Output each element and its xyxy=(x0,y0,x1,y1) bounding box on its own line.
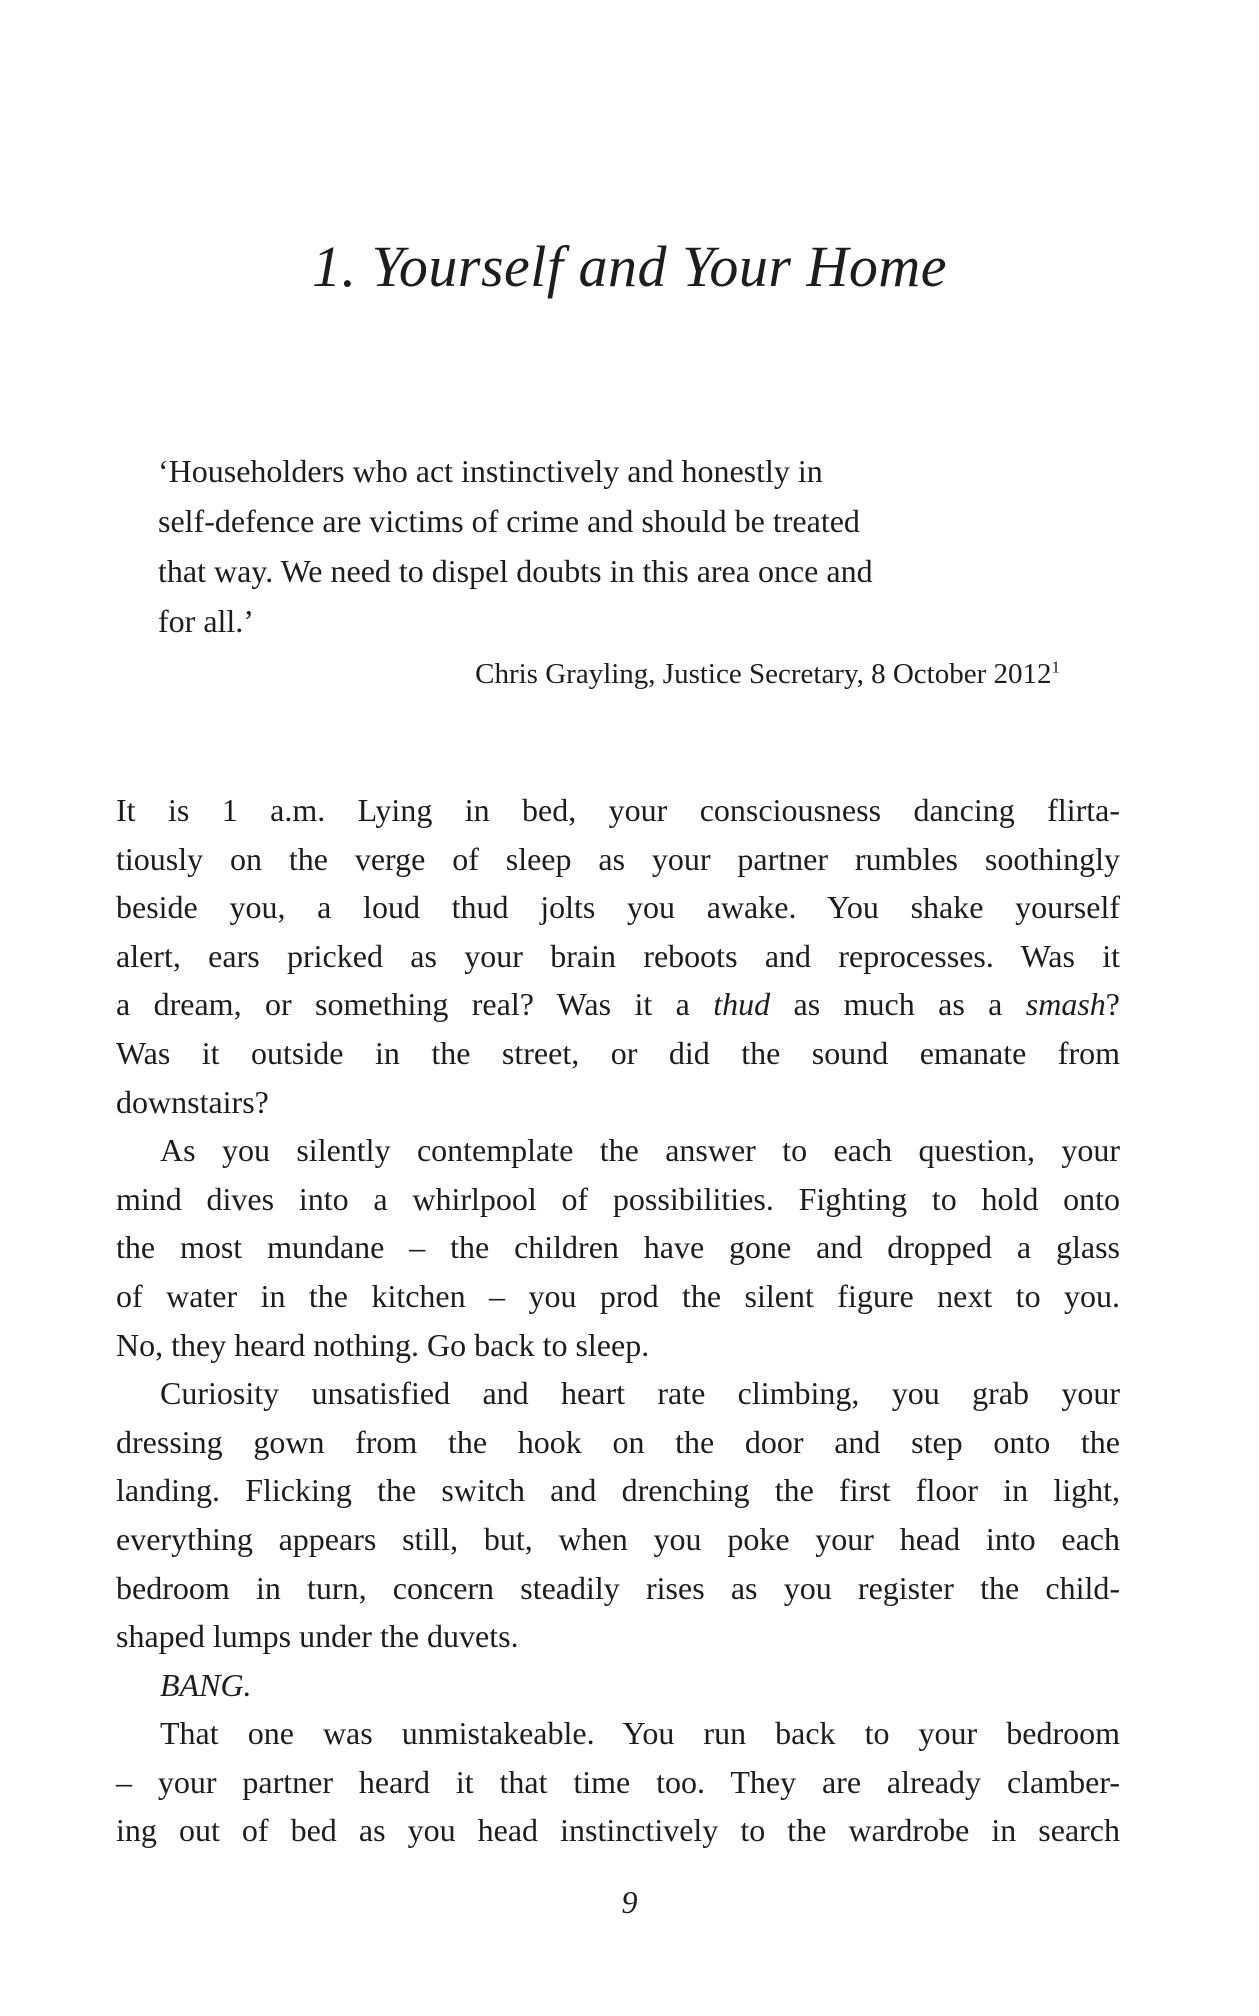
text-line: ing out of bed as you head instinctively to the wardrobe in search xyxy=(116,1812,1120,1849)
text-span: ? xyxy=(1105,986,1120,1023)
emphasis-smash: smash xyxy=(1025,986,1106,1023)
text-line: – your partner heard it that time too. They are already clamber- xyxy=(116,1763,1120,1800)
attribution-text: Chris Grayling, Justice Secretary, 8 October 2012 xyxy=(475,658,1052,690)
text-line: downstairs? xyxy=(116,1083,269,1120)
text-line: mind dives into a whirlpool of possibilities. Fighting to hold onto xyxy=(116,1180,1120,1217)
epigraph-attribution xyxy=(0,652,1060,696)
epigraph-line: for all.’ xyxy=(158,603,254,639)
text-line: It is 1 a.m. Lying in bed, your consciousness dancing flirta- xyxy=(116,792,1120,828)
text-line: of water in the kitchen – you prod the silent figure next to you. xyxy=(116,1277,1120,1314)
text-line: everything appears still, but, when you poke your head into each xyxy=(116,1520,1120,1557)
chapter-title: 1. Yourself and Your Home xyxy=(311,234,948,299)
text-span: a dream, or something real? Was it a xyxy=(116,986,690,1023)
text-line: landing. Flicking the switch and drenching the first floor in light, xyxy=(116,1472,1120,1509)
emphasis-thud: thud xyxy=(713,986,771,1023)
text-line: bedroom in turn, concern steadily rises as you register the child- xyxy=(116,1569,1120,1606)
text-span: as much as a xyxy=(793,986,1003,1023)
epigraph-quote xyxy=(158,446,1028,646)
page-number: 9 xyxy=(621,1884,638,1920)
text-line-bang: BANG. xyxy=(160,1666,252,1703)
text-line: shaped lumps under the duvets. xyxy=(116,1618,519,1655)
footnote-marker: 1 xyxy=(1051,657,1060,677)
text-line: Was it outside in the street, or did the sound emanate from xyxy=(116,1034,1120,1071)
epigraph-line: self-defence are victims of crime and should be treated xyxy=(158,503,860,539)
text-line: No, they heard nothing. Go back to sleep. xyxy=(116,1326,650,1363)
text-line: As you silently contemplate the answer to each question, your xyxy=(160,1132,1120,1169)
text-line: tiously on the verge of sleep as your partner rumbles soothingly xyxy=(116,840,1120,877)
body-text xyxy=(116,786,1120,1855)
text-line xyxy=(116,980,1120,1029)
epigraph-line: ‘Householders who act instinctively and honestly in xyxy=(158,453,823,489)
text-line: dressing gown from the hook on the door and step onto the xyxy=(116,1423,1120,1460)
text-line: Curiosity unsatisfied and heart rate climbing, you grab your xyxy=(160,1375,1120,1412)
text-line: the most mundane – the children have gone and dropped a glass xyxy=(116,1229,1120,1266)
epigraph-line: that way. We need to dispel doubts in this area once and xyxy=(158,553,873,589)
text-line: alert, ears pricked as your brain reboots and reprocesses. Was it xyxy=(116,937,1120,974)
text-line: That one was unmistakeable. You run back to your bedroom xyxy=(160,1715,1120,1752)
text-line: beside you, a loud thud jolts you awake. You shake yourself xyxy=(116,889,1120,926)
